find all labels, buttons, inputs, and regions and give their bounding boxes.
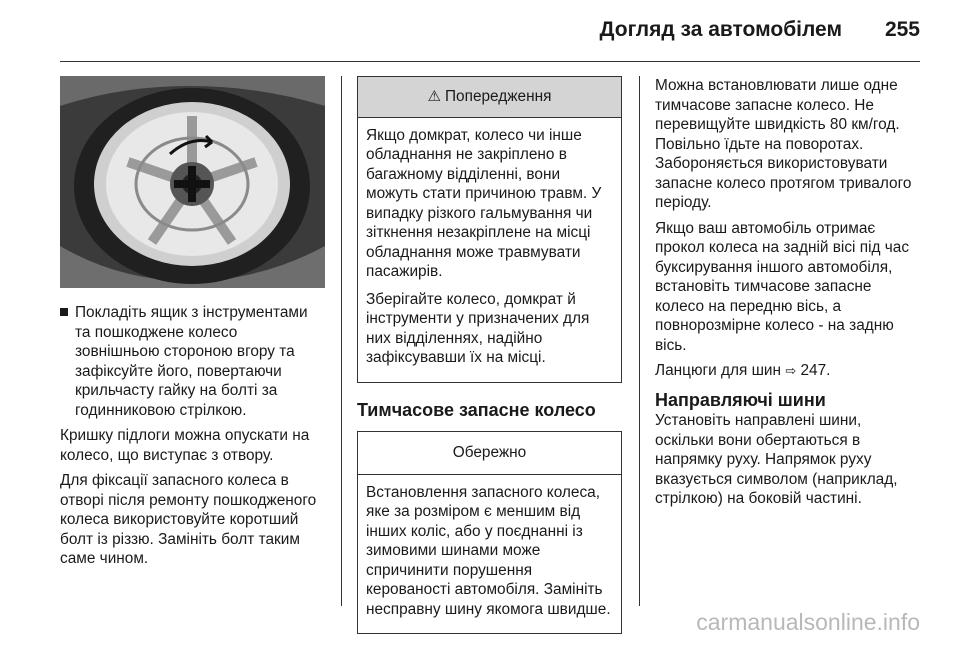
bullet-square-icon	[60, 308, 68, 316]
caution-box	[357, 431, 622, 634]
warning-box-body: Якщо домкрат, колесо чи інше обладнання не закріплено в багажному відділенні, вони можуть стати причиною травм. У випадку різкого гальмування чи зіткнення незакріплене на місці обладнання може травмувати пасажирів. Зберігайте колесо, домкрат й інструменти у призначених для них відділеннях, надійно зафіксувавши їх на місці.	[366, 126, 602, 366]
paragraph-directional: Установіть направлені шини, оскільки вони обертаються в напрямку руху. Напрямок руху вказується символом (наприклад, стрілкою) на боковій частині.	[655, 412, 898, 507]
paragraph-floor-cover: Кришку підлоги можна опускати на колесо, що виступає з отвору.	[60, 427, 310, 464]
column-1	[60, 76, 325, 575]
caution-box-body: Встановлення запасного колеса, яке за розміром є меншим від інших коліс, або у поєднанні із зимовими шинами може спричинити порушення керованості автомобіля. Замініть несправну шину якомога швидше.	[366, 483, 611, 618]
caution-box-header: Обережно	[358, 432, 621, 475]
warning-box-header: ⚠ Попередження	[358, 77, 621, 118]
page-ref-link[interactable]: 247.	[800, 362, 831, 379]
column-divider-2	[639, 76, 640, 606]
instruction-bullet: Покладіть ящик з інструментами та пошкоджене колесо зовнішньою стороною вгору та зафіксуйте його, повертаючи крильчасту гайку на болті за годинниковою стрілкою.	[60, 303, 325, 420]
header-rule	[60, 61, 920, 62]
section-title-directional-tyres: Направляючі шини	[655, 389, 826, 410]
paragraph-fixing: Для фіксації запасного колеса в отворі після ремонту пошкодженого колеса використовуйте коротший болт із різзю. Замініть болт таким саме чином.	[60, 472, 317, 567]
paragraph-one-spare: Можна встановлювати лише одне тимчасове запасне колесо. Не перевищуйте швидкість 80 км/год. Повільно їдьте на поворотах. Забороняється використовувати запасне колесо протягом тривалого періоду.	[655, 77, 912, 211]
section-title-temporary-spare: Тимчасове запасне колесо	[357, 399, 596, 420]
column-2	[357, 76, 622, 648]
warning-box	[357, 76, 622, 383]
warning-triangle-icon: ⚠	[427, 88, 441, 105]
paragraph-towing: Якщо ваш автомобіль отримає прокол колеса на задній вісі під час буксирування іншого автомобіля, встановіть тимчасове запасне колесо на передню вісь, а повнорозмірне колесо - на задню вісь.	[655, 219, 910, 354]
spare-wheel-illustration	[60, 76, 325, 288]
page-header	[0, 0, 960, 62]
page-number: 255	[884, 18, 920, 41]
page-ref-arrow-icon: ⇨	[785, 363, 797, 378]
watermark: carmanualsonline.info	[696, 609, 920, 635]
column-3	[655, 76, 923, 515]
chapter-title: Догляд за автомобілем	[599, 18, 842, 41]
column-divider-1	[341, 76, 342, 606]
paragraph-chains-ref: Ланцюги для шин ⇨ 247.	[655, 362, 831, 379]
spare-wheel-photo	[60, 76, 325, 288]
